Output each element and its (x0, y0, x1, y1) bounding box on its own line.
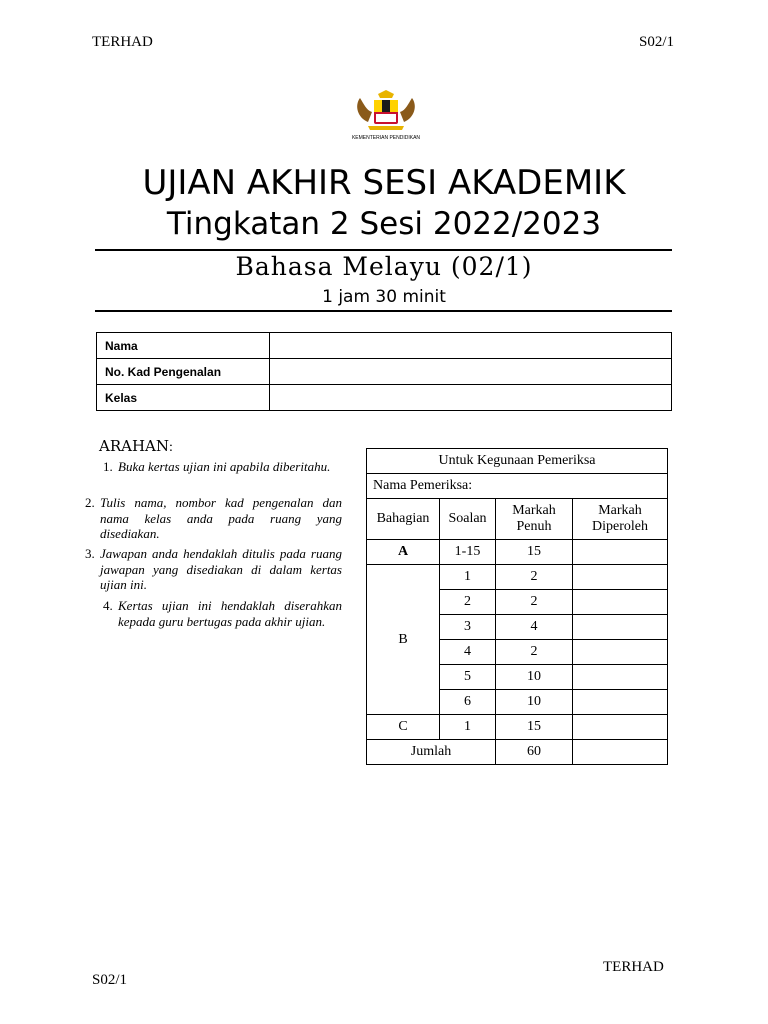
table-row (97, 385, 672, 411)
section-b-soalan: 1 (440, 565, 496, 590)
instruction-number: 3. (85, 546, 95, 561)
exam-subtitle: Tingkatan 2 Sesi 2022/2023 (166, 206, 602, 242)
total-label: Jumlah (367, 740, 496, 765)
name-label: Nama (97, 333, 270, 359)
table-row (367, 449, 668, 474)
section-b-markah: 10 (496, 690, 573, 715)
instruction-item-1 (103, 459, 342, 475)
table-row (367, 499, 668, 540)
instruction-item-3 (85, 546, 342, 593)
ic-number-label: No. Kad Pengenalan (97, 359, 270, 385)
section-a-score-field[interactable] (573, 540, 668, 565)
instruction-text: Jawapan anda hendaklah ditulis pada ruang jawapan yang disediakan di dalam kertas ujian ini. (100, 546, 342, 592)
section-b-markah: 10 (496, 665, 573, 690)
instructions-heading (99, 437, 173, 456)
section-b-score-field[interactable] (573, 690, 668, 715)
header-left: TERHAD (92, 34, 153, 50)
col-header-markah-penuh: Markah Penuh (496, 499, 573, 540)
instruction-text: Buka kertas ujian ini apabila diberitahu. (118, 459, 331, 474)
section-b-score-field[interactable] (573, 640, 668, 665)
section-b-soalan: 5 (440, 665, 496, 690)
footer-right: TERHAD (603, 959, 664, 975)
col-header-markah-diperoleh: Markah Diperoleh (573, 499, 668, 540)
section-b-score-field[interactable] (573, 565, 668, 590)
section-b-soalan: 2 (440, 590, 496, 615)
col-header-bahagian: Bahagian (367, 499, 440, 540)
instruction-item-4 (103, 598, 342, 629)
section-a-label: A (367, 540, 440, 565)
instruction-number: 2. (85, 495, 95, 510)
section-c-markah: 15 (496, 715, 573, 740)
name-field[interactable] (270, 333, 672, 359)
section-c-label: C (367, 715, 440, 740)
table-row (367, 740, 668, 765)
table-row (367, 540, 668, 565)
section-b-markah: 2 (496, 565, 573, 590)
instruction-text: Kertas ujian ini hendaklah diserahkan kepada guru bertugas pada akhir ujian. (118, 598, 342, 629)
section-b-score-field[interactable] (573, 665, 668, 690)
ic-number-field[interactable] (270, 359, 672, 385)
section-a-markah: 15 (496, 540, 573, 565)
divider-top (95, 249, 672, 251)
examiner-name-label: Nama Pemeriksa: (367, 474, 668, 499)
ministry-crest-logo (346, 88, 426, 144)
examiner-table-title: Untuk Kegunaan Pemeriksa (367, 449, 668, 474)
total-score-field[interactable] (573, 740, 668, 765)
exam-duration: 1 jam 30 minit (322, 287, 446, 307)
section-b-label: B (367, 565, 440, 715)
table-row (97, 359, 672, 385)
exam-title: UJIAN AKHIR SESI AKADEMIK (142, 163, 626, 203)
section-b-score-field[interactable] (573, 615, 668, 640)
section-b-soalan: 3 (440, 615, 496, 640)
col-header-soalan: Soalan (440, 499, 496, 540)
total-markah: 60 (496, 740, 573, 765)
instruction-item-2 (85, 495, 342, 542)
instructions-heading-colon: : (169, 440, 173, 455)
subject-title: Bahasa Melayu (02/1) (235, 252, 533, 281)
table-row (367, 474, 668, 499)
section-c-soalan: 1 (440, 715, 496, 740)
section-b-soalan: 4 (440, 640, 496, 665)
section-a-soalan: 1-15 (440, 540, 496, 565)
instruction-number: 1. (103, 459, 113, 474)
section-c-score-field[interactable] (573, 715, 668, 740)
class-label: Kelas (97, 385, 270, 411)
table-row (97, 333, 672, 359)
instructions-heading-text: ARAHAN (99, 437, 169, 455)
divider-bottom (95, 310, 672, 312)
footer-left: S02/1 (92, 972, 128, 988)
table-row (367, 715, 668, 740)
student-info-table (96, 332, 672, 411)
section-b-markah: 2 (496, 640, 573, 665)
header-right: S02/1 (639, 34, 675, 50)
section-b-score-field[interactable] (573, 590, 668, 615)
section-b-soalan: 6 (440, 690, 496, 715)
instruction-text: Tulis nama, nombor kad pengenalan dan nama kelas anda pada ruang yang disediakan. (100, 495, 342, 541)
instruction-number: 4. (103, 598, 113, 613)
table-row (367, 565, 668, 590)
crest-caption: KEMENTERIAN PENDIDIKAN (351, 135, 421, 141)
section-b-markah: 2 (496, 590, 573, 615)
examiner-table (366, 448, 668, 765)
class-field[interactable] (270, 385, 672, 411)
section-b-markah: 4 (496, 615, 573, 640)
